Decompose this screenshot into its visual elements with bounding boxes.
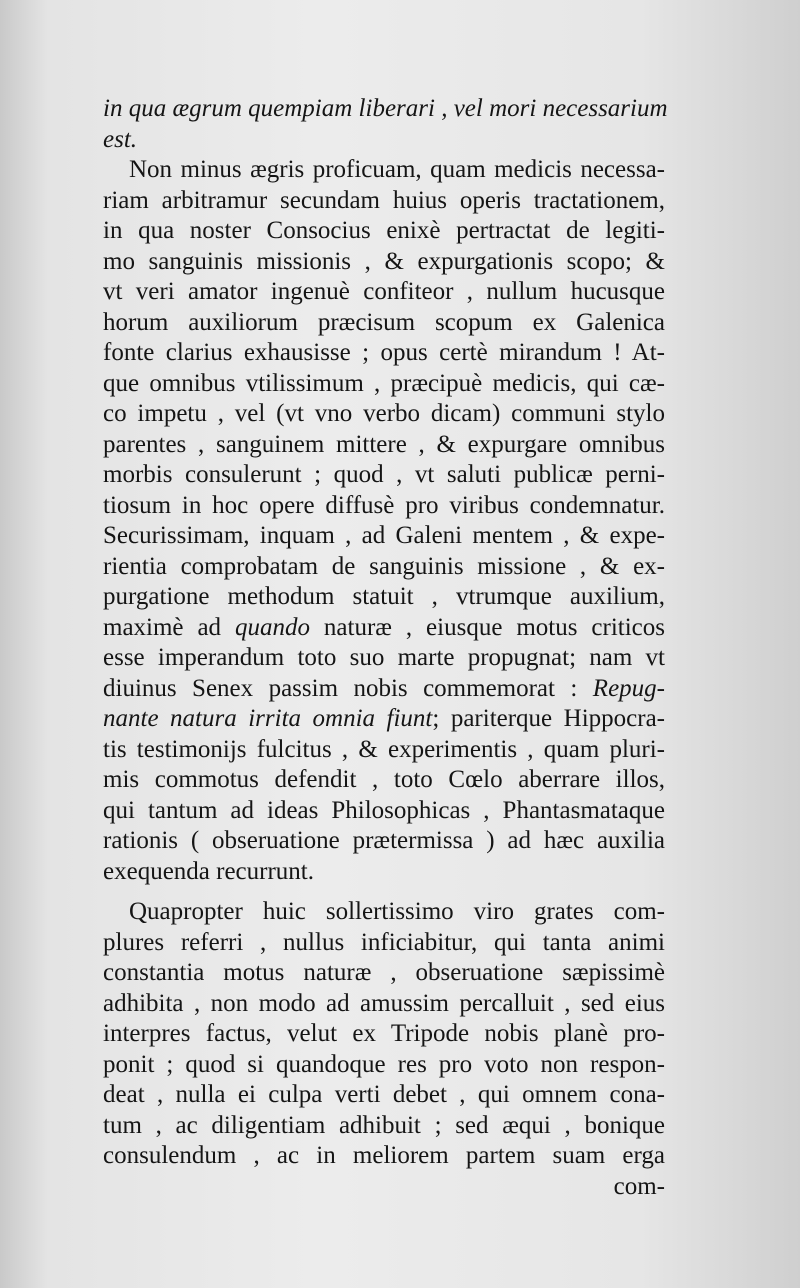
text-line: diuinus Senex passim nobis commemorat : Repug-: [103, 674, 665, 702]
text-line: morbis consulerunt ; quod , vt saluti publicæ perni-: [103, 461, 665, 488]
text-line: rientia comprobatam de sanguinis missione , & ex-: [103, 552, 665, 580]
text-line: interpres factus, velut ex Tripode nobis planè pro-: [103, 1020, 665, 1047]
catchword: com-: [613, 1172, 665, 1200]
text-line: consulendum , ac in meliorem partem suam erga: [103, 1142, 665, 1169]
text-line: rationis ( obseruatione prætermissa ) ad hæc auxilia: [103, 827, 665, 854]
text-line: ponit ; quod si quandoque res pro voto non respon-: [103, 1050, 665, 1078]
text-line: qui tantum ad ideas Philosophicas , Phantasmataque: [103, 796, 665, 824]
text-line: fonte clarius exhausisse ; opus certè mirandum ! At-: [103, 339, 665, 366]
text-line: esse imperandum toto suo marte propugnat; nam vt: [103, 644, 665, 671]
text-line: deat , nulla ei culpa verti debet , qui omnem cona-: [103, 1081, 665, 1108]
text-line: tis testimonijs fulcitus , & experimentis , quam pluri-: [103, 735, 665, 763]
text-line: Non minus ægris proficuam, quam medicis necessa-: [129, 156, 665, 183]
text-line: mo sanguinis missionis , & expurgationis scopo; &: [103, 247, 665, 275]
text-line: nante natura irrita omnia fiunt; pariterque Hippocra-: [103, 705, 665, 732]
text-line: mis commotus defendit , toto Cœlo aberrare illos,: [103, 766, 665, 793]
text-line: in qua noster Consocius enixè pertractat de legiti-: [103, 217, 665, 244]
text-line: Quapropter huic sollertissimo viro grates com-: [129, 898, 665, 925]
paragraph: [103, 897, 665, 1172]
text-line: horum auxiliorum præcisum scopum ex Galenica: [103, 308, 665, 336]
text-line: co impetu , vel (vt vno verbo dicam) communi stylo: [103, 400, 665, 427]
paragraph: [103, 94, 668, 155]
text-line: adhibita , non modo ad amussim percalluit , sed eius: [103, 989, 665, 1017]
text-line: constantia motus naturæ , obseruatione sæpissimè: [103, 959, 665, 986]
text-line: vt veri amator ingenuè confiteor , nullum hucusque: [103, 278, 665, 305]
text-line: plures referri , nullus inficiabitur, qui tanta animi: [103, 928, 665, 956]
text-line: parentes , sanguinem mittere , & expurgare omnibus: [103, 430, 665, 458]
text-line: que omnibus vtilissimum , præcipuè medicis, qui cæ-: [103, 369, 665, 397]
text-line: riam arbitramur secundam huius operis tractationem,: [103, 186, 665, 214]
page-text-block: [103, 94, 668, 1202]
text-line: est.: [103, 125, 138, 153]
text-line: in qua ægrum quempiam liberari , vel mori necessarium: [103, 95, 668, 122]
text-line: exequenda recurrunt.: [103, 857, 314, 885]
paragraph: [103, 155, 665, 887]
text-line: tiosum in hoc opere diffusè pro viribus condemnatur.: [103, 491, 665, 519]
text-line: tum , ac diligentiam adhibuit ; sed æqui , bonique: [103, 1111, 665, 1139]
text-line: purgatione methodum statuit , vtrumque auxilium,: [103, 583, 665, 610]
text-line: Securissimam, inquam , ad Galeni mentem , & expe-: [103, 522, 665, 549]
text-line: maximè ad quando naturæ , eiusque motus criticos: [103, 613, 665, 641]
